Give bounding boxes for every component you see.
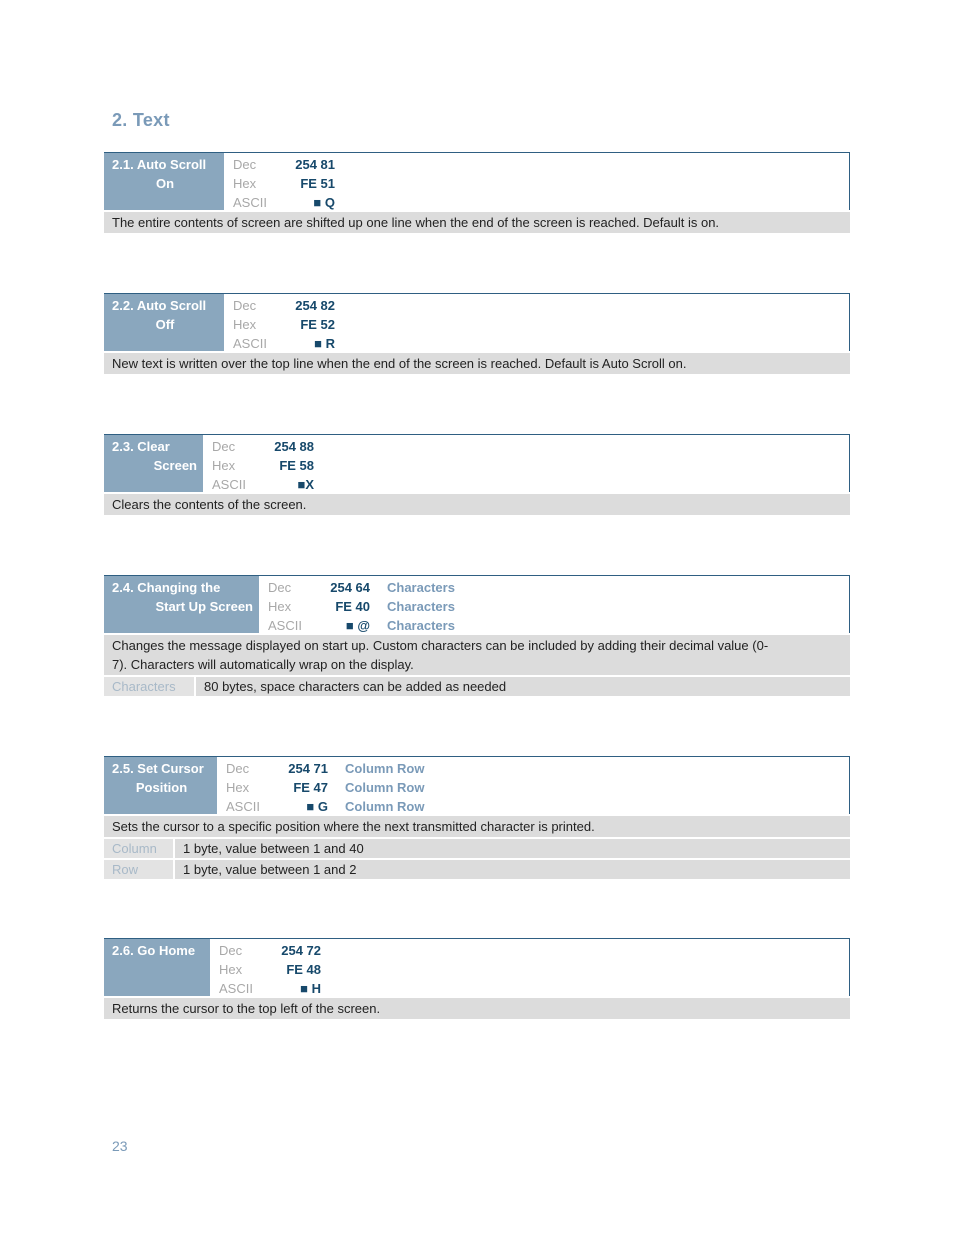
page-number: 23 — [112, 1138, 128, 1154]
command-title-line1: 2.2. Auto Scroll — [112, 298, 207, 313]
command-codes — [233, 155, 335, 212]
command-description: The entire contents of screen are shifted up one line when the end of the screen is reached. Default is on. — [104, 212, 850, 233]
hex-value: FE 58 — [279, 458, 314, 473]
hex-param: Characters — [387, 599, 455, 614]
ascii-label: ASCII — [233, 195, 267, 210]
dec-label: Dec — [268, 580, 292, 595]
command-title-line1: 2.6. Go Home — [112, 943, 196, 958]
command-go-home — [104, 938, 850, 1019]
dec-label: Dec — [212, 439, 236, 454]
ascii-value: ■ Q — [313, 195, 335, 210]
command-codes — [212, 437, 314, 494]
command-title — [104, 153, 224, 210]
ascii-value: ■X — [297, 477, 314, 492]
dec-label: Dec — [233, 157, 257, 172]
param-description: 1 byte, value between 1 and 40 — [175, 839, 850, 858]
command-header — [104, 434, 850, 492]
ascii-value: ■ R — [314, 336, 335, 351]
ascii-value: ■ H — [300, 981, 321, 996]
dec-value: 254 81 — [295, 157, 335, 172]
command-clear-screen — [104, 434, 850, 515]
command-header — [104, 293, 850, 351]
dec-param: Characters — [387, 580, 455, 595]
hex-label: Hex — [268, 599, 292, 614]
ascii-value: ■ @ — [345, 618, 370, 633]
command-auto-scroll-on — [104, 152, 850, 233]
dec-value: 254 72 — [281, 943, 321, 958]
command-title-line2: Off — [155, 317, 175, 332]
command-title — [104, 757, 217, 814]
param-name: Column — [104, 839, 173, 858]
command-set-cursor-position — [104, 756, 850, 879]
dec-value: 254 88 — [274, 439, 314, 454]
hex-value: FE 47 — [293, 780, 328, 795]
command-header — [104, 152, 850, 210]
hex-label: Hex — [233, 176, 257, 191]
ascii-value: ■ G — [306, 799, 328, 814]
command-codes — [219, 941, 321, 998]
command-header — [104, 575, 850, 633]
ascii-label: ASCII — [233, 336, 267, 351]
ascii-param: Column Row — [345, 799, 425, 814]
command-title-line1: 2.4. Changing the — [112, 580, 221, 595]
dec-label: Dec — [226, 761, 250, 776]
command-title-line1: 2.3. Clear — [112, 439, 170, 454]
param-row-row — [104, 860, 850, 879]
command-title — [104, 939, 210, 996]
ascii-param: Characters — [387, 618, 455, 633]
param-description: 80 bytes, space characters can be added as needed — [196, 677, 850, 696]
param-name: Characters — [104, 677, 194, 696]
hex-label: Hex — [226, 780, 250, 795]
command-description: New text is written over the top line when the end of the screen is reached. Default is Auto Scroll on. — [104, 353, 850, 374]
param-row-characters — [104, 677, 850, 696]
hex-label: Hex — [233, 317, 257, 332]
description-line2: 7). Characters will automatically wrap on the display. — [112, 657, 414, 672]
section-heading: 2. Text — [112, 110, 170, 130]
dec-label: Dec — [219, 943, 243, 958]
param-row-column — [104, 839, 850, 858]
command-auto-scroll-off — [104, 293, 850, 374]
command-description: Sets the cursor to a specific position where the next transmitted character is printed. — [104, 816, 850, 837]
dec-label: Dec — [233, 298, 257, 313]
hex-value: FE 51 — [300, 176, 335, 191]
hex-value: FE 52 — [300, 317, 335, 332]
hex-value: FE 48 — [286, 962, 321, 977]
ascii-label: ASCII — [212, 477, 246, 492]
dec-value: 254 71 — [288, 761, 328, 776]
command-codes — [268, 578, 455, 635]
command-title-line2: On — [155, 176, 175, 191]
param-name: Row — [104, 860, 173, 879]
ascii-label: ASCII — [268, 618, 302, 633]
command-title-line1: 2.1. Auto Scroll — [112, 157, 207, 172]
hex-label: Hex — [219, 962, 243, 977]
ascii-label: ASCII — [226, 799, 260, 814]
ascii-label: ASCII — [219, 981, 253, 996]
command-description: Clears the contents of the screen. — [104, 494, 850, 515]
dec-value: 254 82 — [295, 298, 335, 313]
command-codes — [233, 296, 335, 353]
command-description: Returns the cursor to the top left of the screen. — [104, 998, 850, 1019]
dec-param: Column Row — [345, 761, 425, 776]
command-title — [104, 576, 259, 633]
command-title-line1: 2.5. Set Cursor — [112, 761, 204, 776]
command-title-line2: Start Up Screen — [155, 599, 253, 614]
description-line1: Changes the message displayed on start up. Custom characters can be included by adding their decimal value (0- — [112, 638, 769, 653]
dec-value: 254 64 — [330, 580, 370, 595]
command-description — [104, 635, 850, 675]
command-title — [104, 435, 203, 492]
command-header — [104, 756, 850, 814]
hex-label: Hex — [212, 458, 236, 473]
hex-param: Column Row — [345, 780, 425, 795]
command-changing-start-up-screen — [104, 575, 850, 696]
command-header — [104, 938, 850, 996]
command-codes — [226, 759, 425, 816]
param-description: 1 byte, value between 1 and 2 — [175, 860, 850, 879]
hex-value: FE 40 — [335, 599, 370, 614]
command-title-line2: Position — [135, 780, 188, 795]
command-title-line2: Screen — [153, 458, 197, 473]
command-title — [104, 294, 224, 351]
